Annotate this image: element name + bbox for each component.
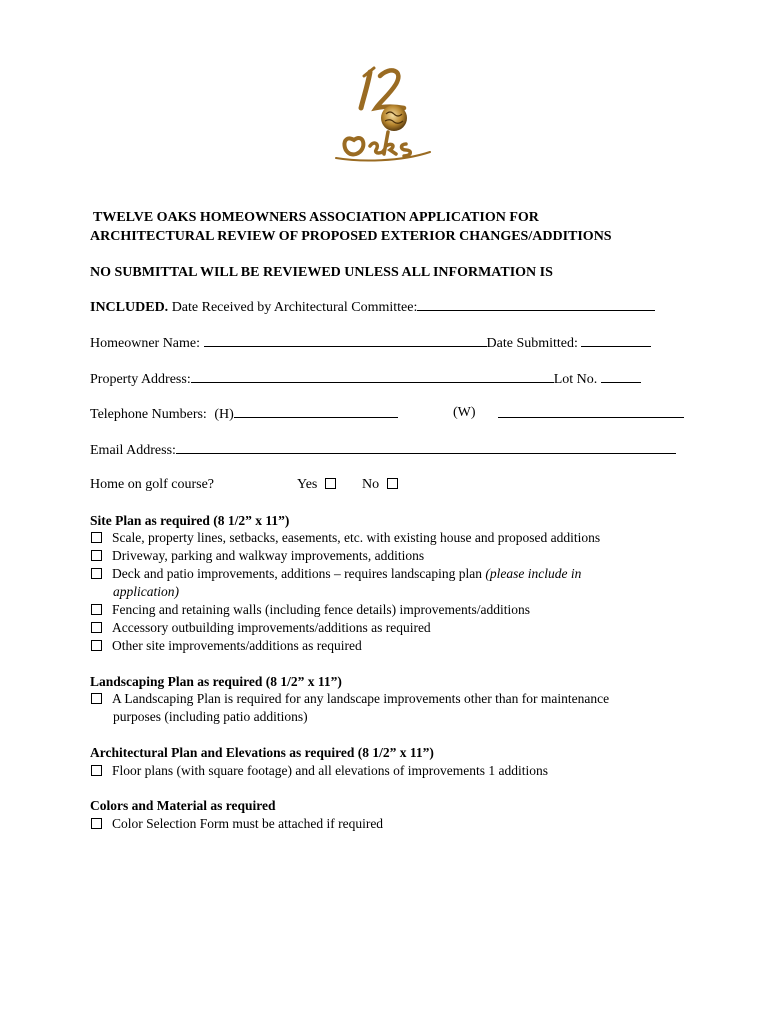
site-plan-item-3-italic: (please include in [485,566,582,581]
site-plan-item-5-text: Accessory outbuilding improvements/additions as required [112,620,431,635]
golf-no-label: No [362,477,380,492]
site-plan-item-1 [91,529,600,546]
submittal-notice: NO SUBMITTAL WILL BE REVIEWED UNLESS ALL INFORMATION IS [90,265,553,280]
date-received-label: Date Received by Architectural Committee: [171,300,418,315]
site-plan-item-2-text: Driveway, parking and walkway improvements, additions [112,548,425,563]
phone-work-label: (W) [453,405,476,420]
architectural-checkbox[interactable] [91,765,102,776]
golf-no-option[interactable] [362,476,408,493]
site-plan-checkbox-1[interactable] [91,532,102,543]
notice-included: INCLUDED. [90,300,169,315]
golf-yes-option[interactable] [297,476,346,493]
date-submitted-label: Date Submitted: [486,336,578,351]
homeowner-name-field[interactable] [204,333,487,347]
landscaping-item-continued: purposes (including patio additions) [113,709,308,724]
landscaping-item-text: A Landscaping Plan is required for any landscape improvements other than for maintenance [112,691,610,706]
property-address-label: Property Address: [90,372,191,387]
site-plan-checkbox-2[interactable] [91,550,102,561]
date-submitted-field[interactable] [581,333,651,347]
email-row [90,440,676,459]
site-plan-item-5 [91,619,431,636]
form-title-line-1: TWELVE OAKS HOMEOWNERS ASSOCIATION APPLICATION FOR [93,210,539,225]
lot-no-label: Lot No. [553,372,598,387]
landscaping-checkbox[interactable] [91,693,102,704]
site-plan-checkbox-4[interactable] [91,604,102,615]
form-title-line-2: ARCHITECTURAL REVIEW OF PROPOSED EXTERIOR CHANGES/ADDITIONS [90,229,612,244]
site-plan-item-2 [91,547,424,564]
telephone-row [90,404,398,423]
landscaping-heading: Landscaping Plan as required (8 1/2” x 11”) [90,674,342,689]
site-plan-checkbox-3[interactable] [91,568,102,579]
golf-no-checkbox[interactable] [387,478,398,489]
date-received-row [90,297,655,316]
phone-work-field[interactable] [498,404,684,418]
colors-heading: Colors and Material as required [90,798,276,813]
architectural-item [91,762,548,779]
architectural-item-text: Floor plans (with square footage) and all elevations of improvements 1 additions [112,763,549,778]
colors-checkbox[interactable] [91,818,102,829]
telephone-label: Telephone Numbers: [90,407,207,422]
golf-yes-label: Yes [297,477,318,492]
property-row [90,369,641,388]
property-address-field[interactable] [191,369,554,383]
homeowner-row [90,333,651,352]
golf-question: Home on golf course? [90,477,215,492]
site-plan-item-4-text: Fencing and retaining walls (including fence details) improvements/additions [112,602,531,617]
homeowner-name-label: Homeowner Name: [90,336,201,351]
colors-item-text: Color Selection Form must be attached if required [112,816,384,831]
site-plan-checkbox-5[interactable] [91,622,102,633]
phone-home-field[interactable] [234,404,398,418]
site-plan-item-1-text: Scale, property lines, setbacks, easements, etc. with existing house and proposed additions [112,530,601,545]
phone-work-wrap [498,404,684,423]
architectural-heading: Architectural Plan and Elevations as required (8 1/2” x 11”) [90,745,434,760]
email-label: Email Address: [90,443,176,458]
golf-yes-checkbox[interactable] [325,478,336,489]
date-received-field[interactable] [417,297,655,311]
site-plan-checkbox-6[interactable] [91,640,102,651]
landscaping-item [91,690,609,707]
phone-home-label: (H) [214,407,234,422]
site-plan-item-3 [91,565,581,582]
site-plan-item-4 [91,601,530,618]
site-plan-item-3-text: Deck and patio improvements, additions – requires landscaping plan [112,566,483,581]
site-plan-item-6-text: Other site improvements/additions as required [112,638,362,653]
email-field[interactable] [176,440,676,454]
colors-item [91,815,383,832]
site-plan-item-6 [91,637,362,654]
site-plan-item-3-continued: application) [113,584,179,599]
twelve-oaks-logo [330,62,434,170]
site-plan-heading: Site Plan as required (8 1/2” x 11”) [90,513,290,528]
lot-no-field[interactable] [601,369,641,383]
